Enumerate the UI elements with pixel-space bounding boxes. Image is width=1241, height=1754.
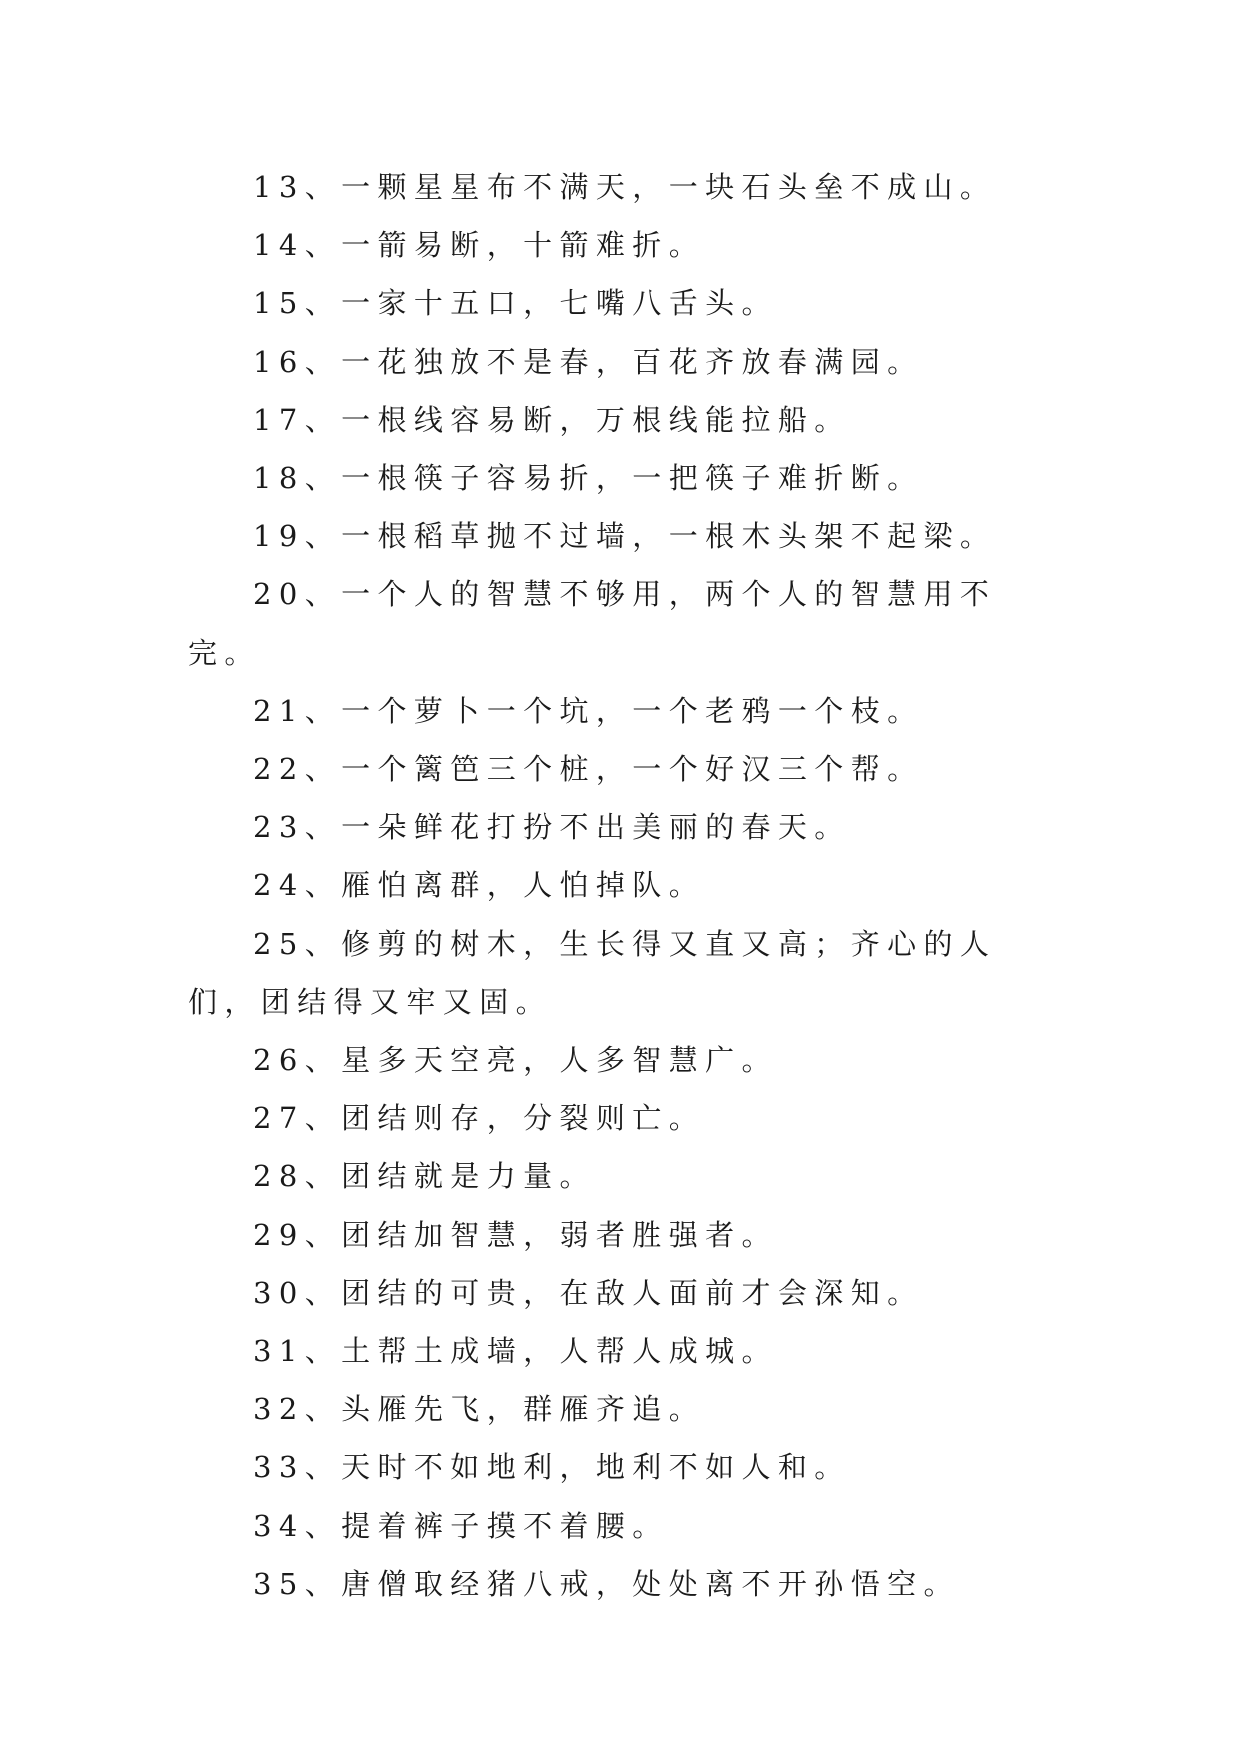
proverb-24: 24、雁怕离群，人怕掉队。 bbox=[253, 868, 706, 903]
proverb-30: 30、团结的可贵，在敌人面前才会深知。 bbox=[253, 1275, 924, 1310]
proverb-26: 26、星多天空亮，人多智慧广。 bbox=[253, 1043, 778, 1078]
proverb-13: 13、一颗星星布不满天，一块石头垒不成山。 bbox=[253, 170, 997, 204]
proverb-18: 18、一根筷子容易折，一把筷子难折断。 bbox=[253, 461, 924, 496]
proverb-29: 29、团结加智慧，弱者胜强者。 bbox=[253, 1217, 778, 1252]
proverb-28: 28、团结就是力量。 bbox=[253, 1159, 596, 1194]
document-body bbox=[188, 158, 1048, 1613]
proverb-31: 31、土帮土成墙，人帮人成城。 bbox=[253, 1334, 778, 1369]
proverb-33: 33、天时不如地利，地利不如人和。 bbox=[253, 1450, 851, 1485]
proverb-15: 15、一家十五口，七嘴八舌头。 bbox=[253, 286, 778, 321]
proverb-27: 27、团结则存，分裂则亡。 bbox=[253, 1101, 706, 1136]
proverb-20: 20、一个人的智慧不够用，两个人的智慧用不完。 bbox=[188, 577, 997, 670]
proverb-19: 19、一根稻草抛不过墙，一根木头架不起梁。 bbox=[253, 519, 997, 554]
proverb-17: 17、一根线容易断，万根线能拉船。 bbox=[253, 402, 851, 437]
proverb-14: 14、一箭易断，十箭难折。 bbox=[253, 228, 706, 263]
proverb-25: 25、修剪的树木，生长得又直又高；齐心的人们，团结得又牢又固。 bbox=[188, 926, 997, 1019]
proverb-22: 22、一个篱笆三个桩，一个好汉三个帮。 bbox=[253, 752, 924, 787]
proverb-16: 16、一花独放不是春，百花齐放春满园。 bbox=[253, 344, 924, 379]
proverb-23: 23、一朵鲜花打扮不出美丽的春天。 bbox=[253, 810, 851, 845]
proverb-34: 34、提着裤子摸不着腰。 bbox=[253, 1508, 669, 1543]
proverb-21: 21、一个萝卜一个坑，一个老鸦一个枝。 bbox=[253, 693, 924, 728]
proverb-32: 32、头雁先飞，群雁齐追。 bbox=[253, 1392, 706, 1427]
proverb-35: 35、唐僧取经猪八戒，处处离不开孙悟空。 bbox=[253, 1566, 960, 1601]
